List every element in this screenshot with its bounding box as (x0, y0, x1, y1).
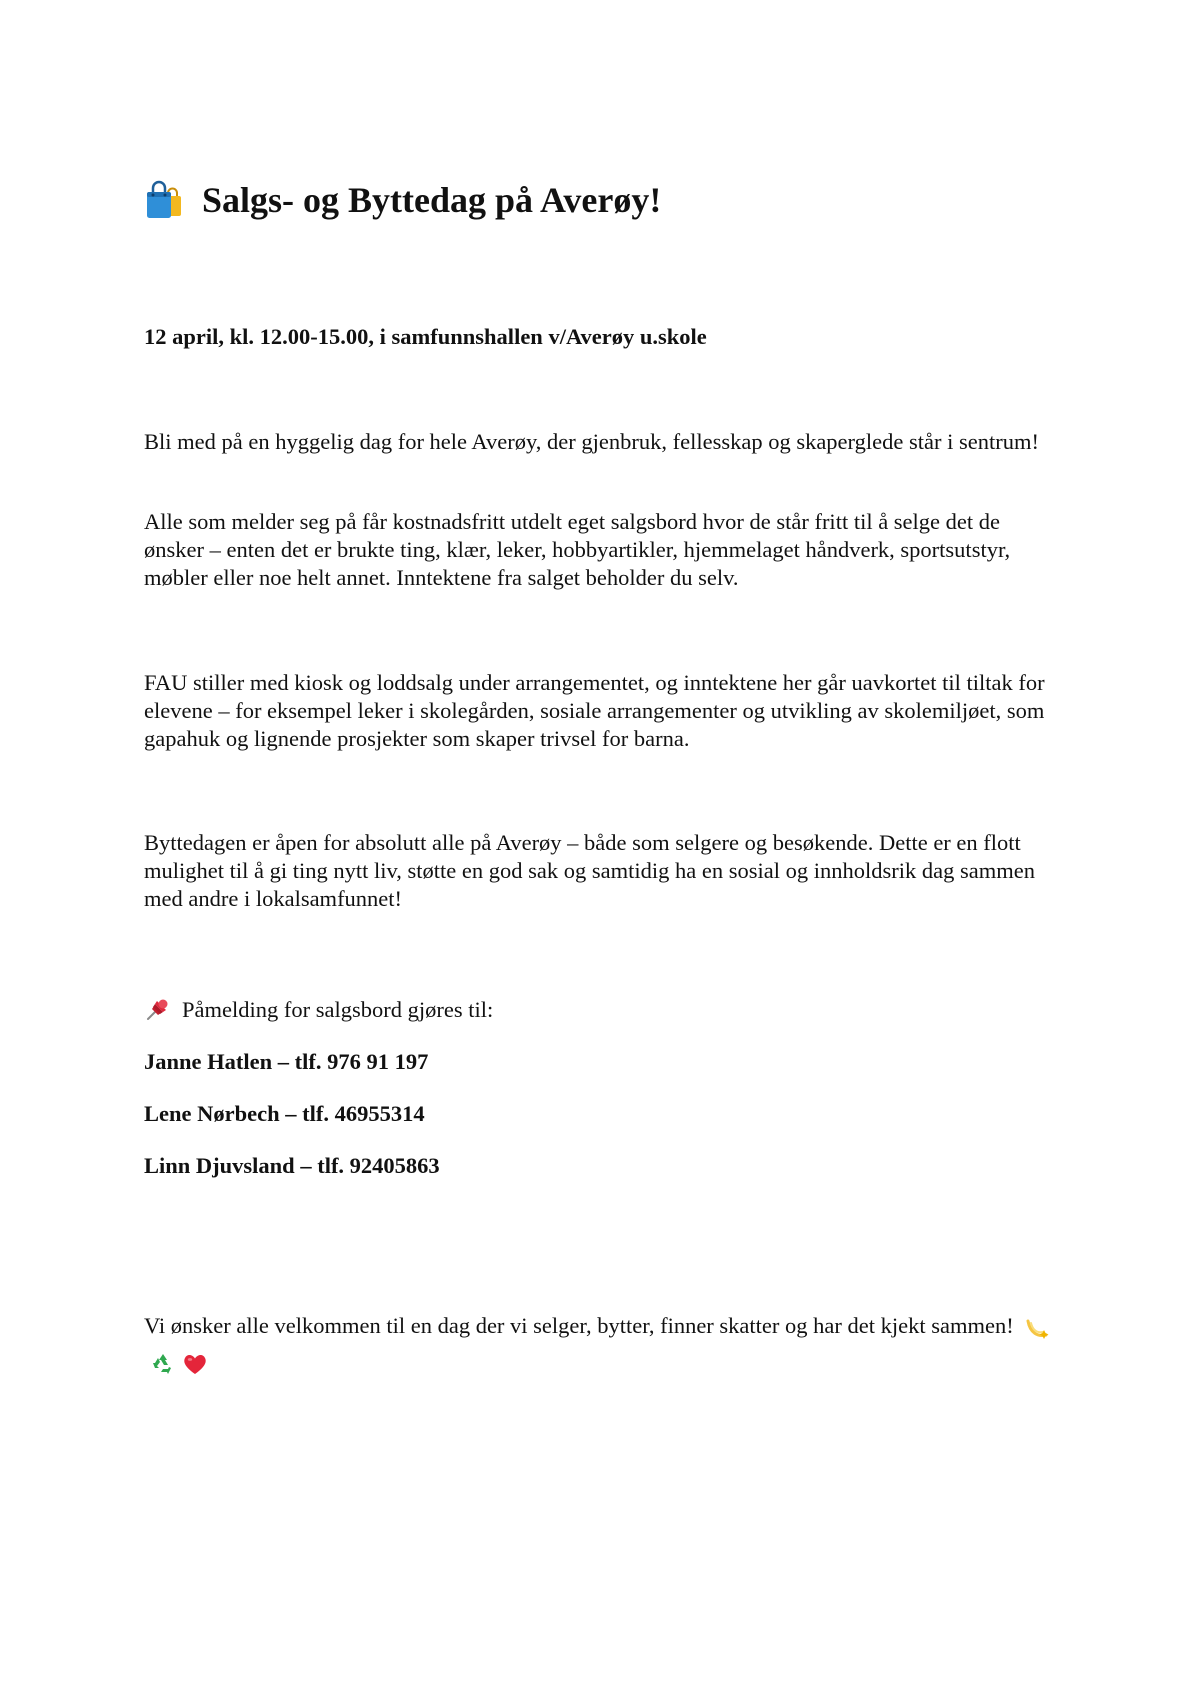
paragraph-open-for-all: Byttedagen er åpen for absolutt alle på Averøy – både som selgere og besøkende. Dette er en flott mulighet til å gi ting nytt liv, støtte en god sak og samtidig ha en sosial og innholdsrik dag sammen med andre i lokalsamfunnet! (144, 830, 1035, 911)
paragraph-sales-tables: Alle som melder seg på får kostnadsfritt utdelt eget salgsbord hvor de står fritt til å selge det de ønsker – enten det er brukte ting, klær, leker, hobbyartikler, hjemmelaget håndverk, sportsutstyr, møbler eller noe helt annet. Inntektene fra salget beholder du selv. (144, 509, 1011, 590)
contact-lene: Lene Nørbech – tlf. 46955314 (144, 1101, 425, 1126)
shopping-bags-icon (144, 180, 184, 220)
closing-sentence: Vi ønsker alle velkommen til en dag der vi selger, bytter, finner skatter og har det kjekt sammen! (144, 1313, 1014, 1338)
registration-heading (144, 996, 1064, 1024)
recycle-icon (150, 1351, 176, 1377)
registration-label: Påmelding for salgsbord gjøres til: (182, 997, 494, 1022)
paragraph-intro: Bli med på en hyggelig dag for hele Averøy, der gjenbruk, fellesskap og skaperglede står i sentrum! (144, 429, 1039, 454)
dizzy-icon (1024, 1315, 1050, 1341)
closing-text (144, 1308, 1064, 1380)
event-info: 12 april, kl. 12.00-15.00, i samfunnshallen v/Averøy u.skole (144, 324, 707, 349)
pushpin-icon (144, 997, 170, 1023)
title-row (144, 178, 1064, 222)
paragraph-fau-kiosk: FAU stiller med kiosk og loddsalg under arrangementet, og inntektene her går uavkortet til tiltak for elevene – for eksempel leker i skolegården, sosiale arrangementer og utvikling av skolemiljøet, som gapahuk og lignende prosjekter som skaper trivsel for barna. (144, 670, 1045, 751)
contact-linn: Linn Djuvsland – tlf. 92405863 (144, 1153, 440, 1178)
heart-icon (182, 1351, 208, 1377)
page-title: Salgs- og Byttedag på Averøy! (202, 180, 662, 220)
contact-janne: Janne Hatlen – tlf. 976 91 197 (144, 1049, 429, 1074)
